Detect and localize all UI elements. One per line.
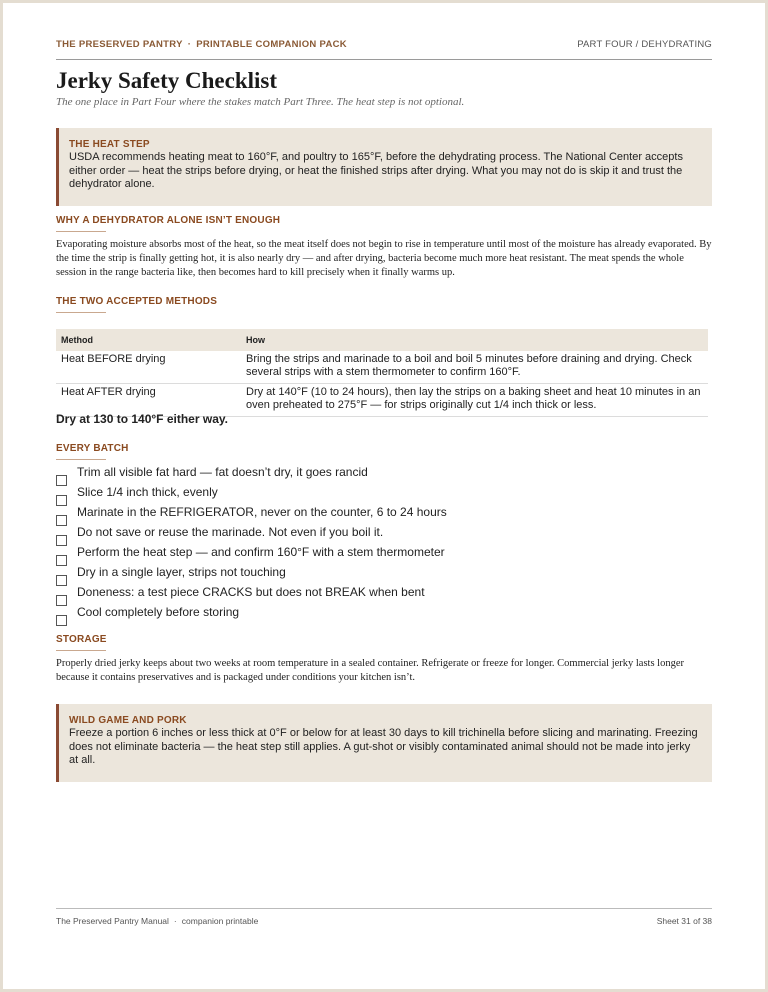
checklist-item <box>56 545 556 565</box>
checklist-item <box>56 465 556 485</box>
header-section: PART FOUR / DEHYDRATING <box>577 39 712 50</box>
footer-separator: · <box>173 916 177 926</box>
checklist-item-label: Slice 1/4 inch thick, evenly <box>77 485 218 499</box>
checklist-item-label: Do not save or reuse the marinade. Not even if you boil it. <box>77 525 384 539</box>
checklist-item-label: Cool completely before storing <box>77 605 240 619</box>
checklist-item <box>56 605 556 625</box>
storage-section-heading <box>56 634 107 651</box>
checklist-item <box>56 505 556 525</box>
checkbox[interactable] <box>56 615 67 626</box>
checklist-item <box>56 585 556 605</box>
heat-step-callout-body: USDA recommends heating meat to 160°F, and poultry to 165°F, before the dehydrating process. The National Center accepts either order — heat the strips before drying, or heat the finished strips after drying. What you may not do is skip it and trust the dehydrator alone. <box>69 151 683 190</box>
checklist-item <box>56 565 556 585</box>
method-cell: Heat BEFORE drying <box>56 351 241 384</box>
why-section-heading <box>56 215 280 232</box>
footer-kind: companion printable <box>181 916 259 926</box>
page-footer <box>56 908 712 929</box>
checklist-item-label: Marinate in the REFRIGERATOR, never on the counter, 6 to 24 hours <box>77 505 447 519</box>
checklist-item <box>56 485 556 505</box>
header-pack: PRINTABLE COMPANION PACK <box>196 39 347 50</box>
methods-section-heading-text: THE TWO ACCEPTED METHODS <box>56 296 218 307</box>
page-title: Jerky Safety Checklist <box>56 68 278 93</box>
checklist-item-label: Perform the heat step — and confirm 160°F with a stem thermometer <box>77 545 445 559</box>
page-subtitle: The one place in Part Four where the stakes match Part Three. The heat step is not optional. <box>56 96 465 108</box>
why-section-rule <box>56 231 106 232</box>
header-brand-line <box>56 39 347 50</box>
checklist-item <box>56 525 556 545</box>
batch-section-heading-text: EVERY BATCH <box>56 443 129 454</box>
wild-game-callout <box>56 704 712 782</box>
footer-manual: The Preserved Pantry Manual <box>56 916 169 926</box>
methods-section-rule <box>56 312 106 313</box>
methods-section-heading <box>56 296 217 313</box>
storage-section-heading-text: STORAGE <box>56 634 107 645</box>
method-cell: Heat AFTER drying <box>56 384 241 417</box>
heat-step-callout <box>56 128 712 206</box>
table-row <box>56 351 708 384</box>
wild-game-callout-title: WILD GAME AND PORK <box>69 715 187 726</box>
why-section-heading-text: WHY A DEHYDRATOR ALONE ISN’T ENOUGH <box>56 215 281 226</box>
methods-table <box>56 329 708 417</box>
footer-left <box>56 916 258 926</box>
heat-step-callout-title: THE HEAT STEP <box>69 139 150 150</box>
footer-sheet-number: Sheet 31 of 38 <box>656 916 712 926</box>
checklist-item-label: Dry in a single layer, strips not touching <box>77 565 286 579</box>
how-cell: Dry at 140°F (10 to 24 hours), then lay the strips on a baking sheet and heat 10 minutes in an oven preheated to 275°F — for strips originally cut 1/4 inch thick or less. <box>241 384 708 417</box>
storage-section-body: Properly dried jerky keeps about two weeks at room temperature in a sealed container. Refrigerate or freeze for longer. Commercial jerky lasts longer because it contains preservatives and is packaged under conditions your kitchen isn’t. <box>56 658 685 683</box>
checklist-item-label: Doneness: a test piece CRACKS but does not BREAK when bent <box>77 585 425 599</box>
why-section-body: Evaporating moisture absorbs most of the heat, so the meat itself does not begin to rise in temperature until most of the moisture has already evaporated. By the time the strip is finally getting hot, it is also nearly dry — and after drying, bacteria become much more heat resistant. The meat spends the whole session in the range bacteria like, then becomes hard to kill precisely when it finally warms up. <box>56 239 712 278</box>
header-separator: · <box>187 39 192 50</box>
how-cell: Bring the strips and marinade to a boil and boil 5 minutes before draining and drying. Check several strips with a stem thermometer to confirm 160°F. <box>241 351 708 384</box>
how-column-header: How <box>241 329 708 351</box>
batch-section-heading <box>56 443 129 460</box>
wild-game-callout-body: Freeze a portion 6 inches or less thick at 0°F or below for at least 30 days to kill trichinella before slicing and marinating. Freezing does not eliminate bacteria — the heat step still applies. A gut-shot or visibly contaminated animal should not be made into jerky at all. <box>69 727 698 766</box>
batch-section-rule <box>56 459 106 460</box>
drying-temperature-note: Dry at 130 to 140°F either way. <box>56 412 228 426</box>
storage-section-rule <box>56 650 106 651</box>
methods-column-header: Method <box>56 329 241 351</box>
checklist-item-label: Trim all visible fat hard — fat doesn’t dry, it goes rancid <box>77 465 368 479</box>
header-brand: THE PRESERVED PANTRY <box>56 39 183 50</box>
methods-table-header-row <box>56 329 708 351</box>
page-header <box>56 37 712 60</box>
